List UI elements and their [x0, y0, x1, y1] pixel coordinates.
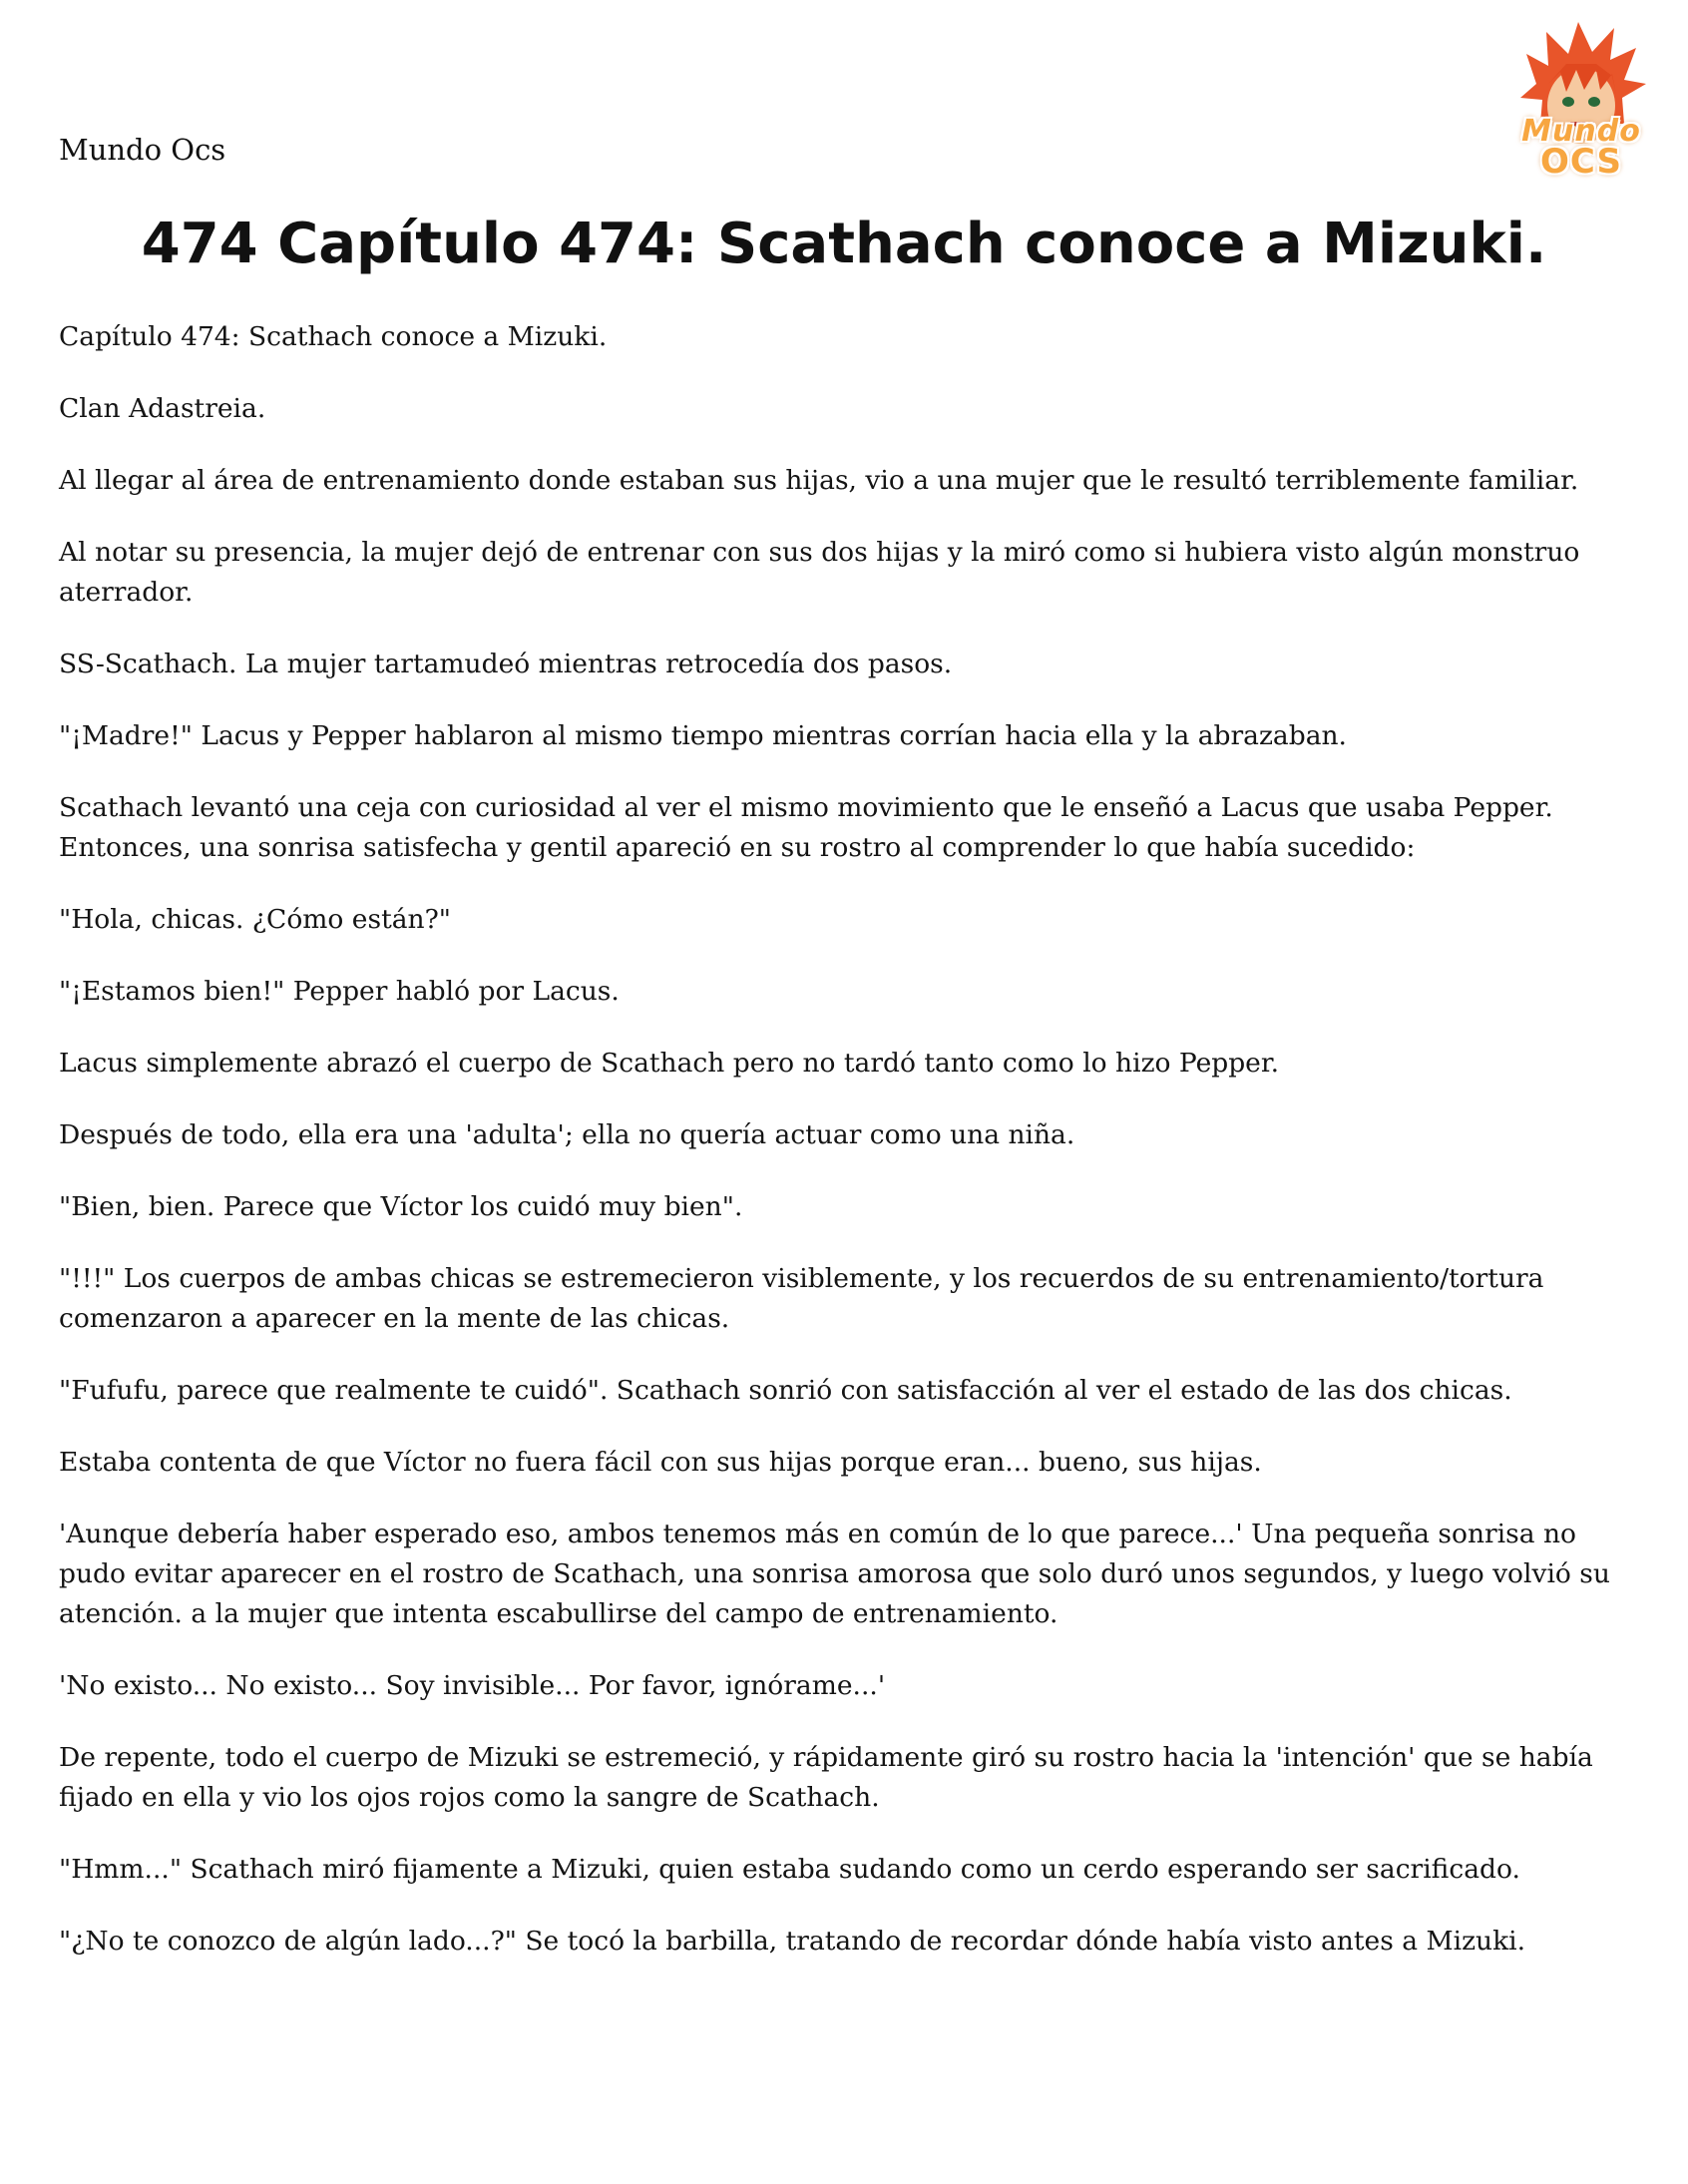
paragraph: Al llegar al área de entrenamiento donde estaban sus hijas, vio a una mujer que le resultó terriblemente familiar. — [59, 465, 1579, 496]
paragraph: SS-Scathach. La mujer tartamudeó mientras retrocedía dos pasos. — [59, 649, 953, 679]
paragraph: De repente, todo el cuerpo de Mizuki se estremeció, y rápidamente giró su rostro hacia la 'intención' que se había fijado en ella y vio los ojos rojos como la sangre de Scathach. — [59, 1742, 1593, 1813]
paragraph: Scathach levantó una ceja con curiosidad al ver el mismo movimiento que le enseñó a Lacus que usaba Pepper. Entonces, una sonrisa satisfecha y gentil apareció en su rostro al comprender lo que había sucedido: — [59, 792, 1553, 863]
paragraph: "Hola, chicas. ¿Cómo están?" — [59, 904, 451, 935]
paragraph: 'Aunque debería haber esperado eso, ambos tenemos más en común de lo que parece...' Una pequeña sonrisa no pudo evitar aparecer en el rostro de Scathach, una sonrisa amorosa que solo duró unos segundos, y luego volvió su atención. a la mujer que intenta escabullirse del campo de entrenamiento. — [59, 1519, 1610, 1629]
paragraph: Estaba contenta de que Víctor no fuera fácil con sus hijas porque eran... bueno, sus hijas. — [59, 1447, 1262, 1478]
paragraph: Lacus simplemente abrazó el cuerpo de Scathach pero no tardó tanto como lo hizo Pepper. — [59, 1048, 1280, 1079]
paragraph: "Hmm..." Scathach miró fijamente a Mizuki, quien estaba sudando como un cerdo esperando ser sacrificado. — [59, 1854, 1520, 1885]
paragraph: Clan Adastreia. — [59, 393, 266, 424]
chapter-body — [59, 317, 1645, 1993]
paragraph: "Bien, bien. Parece que Víctor los cuidó muy bien". — [59, 1191, 743, 1222]
paragraph: "Fufufu, parece que realmente te cuidó". Scathach sonrió con satisfacción al ver el estado de las dos chicas. — [59, 1375, 1512, 1406]
logo-text-ocs: OCS — [1540, 142, 1622, 182]
chapter-title: 474 Capítulo 474: Scathach conoce a Mizuki. — [141, 212, 1547, 276]
logo-text-mundo: Mundo — [1521, 114, 1641, 149]
paragraph: Después de todo, ella era una 'adulta'; ella no quería actuar como una niña. — [59, 1119, 1075, 1150]
mundo-ocs-logo — [1496, 14, 1666, 186]
paragraph: Capítulo 474: Scathach conoce a Mizuki. — [59, 321, 608, 352]
paragraph: Al notar su presencia, la mujer dejó de entrenar con sus dos hijas y la miró como si hubiera visto algún monstruo aterrador. — [59, 537, 1580, 608]
paragraph: "¡Estamos bien!" Pepper habló por Lacus. — [59, 976, 620, 1007]
site-name: Mundo Ocs — [59, 133, 226, 167]
paragraph: "!!!" Los cuerpos de ambas chicas se estremecieron visiblemente, y los recuerdos de su entrenamiento/tortura comenzaron a aparecer en la mente de las chicas. — [59, 1263, 1544, 1334]
paragraph: "¿No te conozco de algún lado...?" Se tocó la barbilla, tratando de recordar dónde había visto antes a Mizuki. — [59, 1926, 1526, 1957]
paragraph: "¡Madre!" Lacus y Pepper hablaron al mismo tiempo mientras corrían hacia ella y la abrazaban. — [59, 720, 1347, 751]
paragraph: 'No existo... No existo... Soy invisible... Por favor, ignórame...' — [59, 1670, 886, 1701]
